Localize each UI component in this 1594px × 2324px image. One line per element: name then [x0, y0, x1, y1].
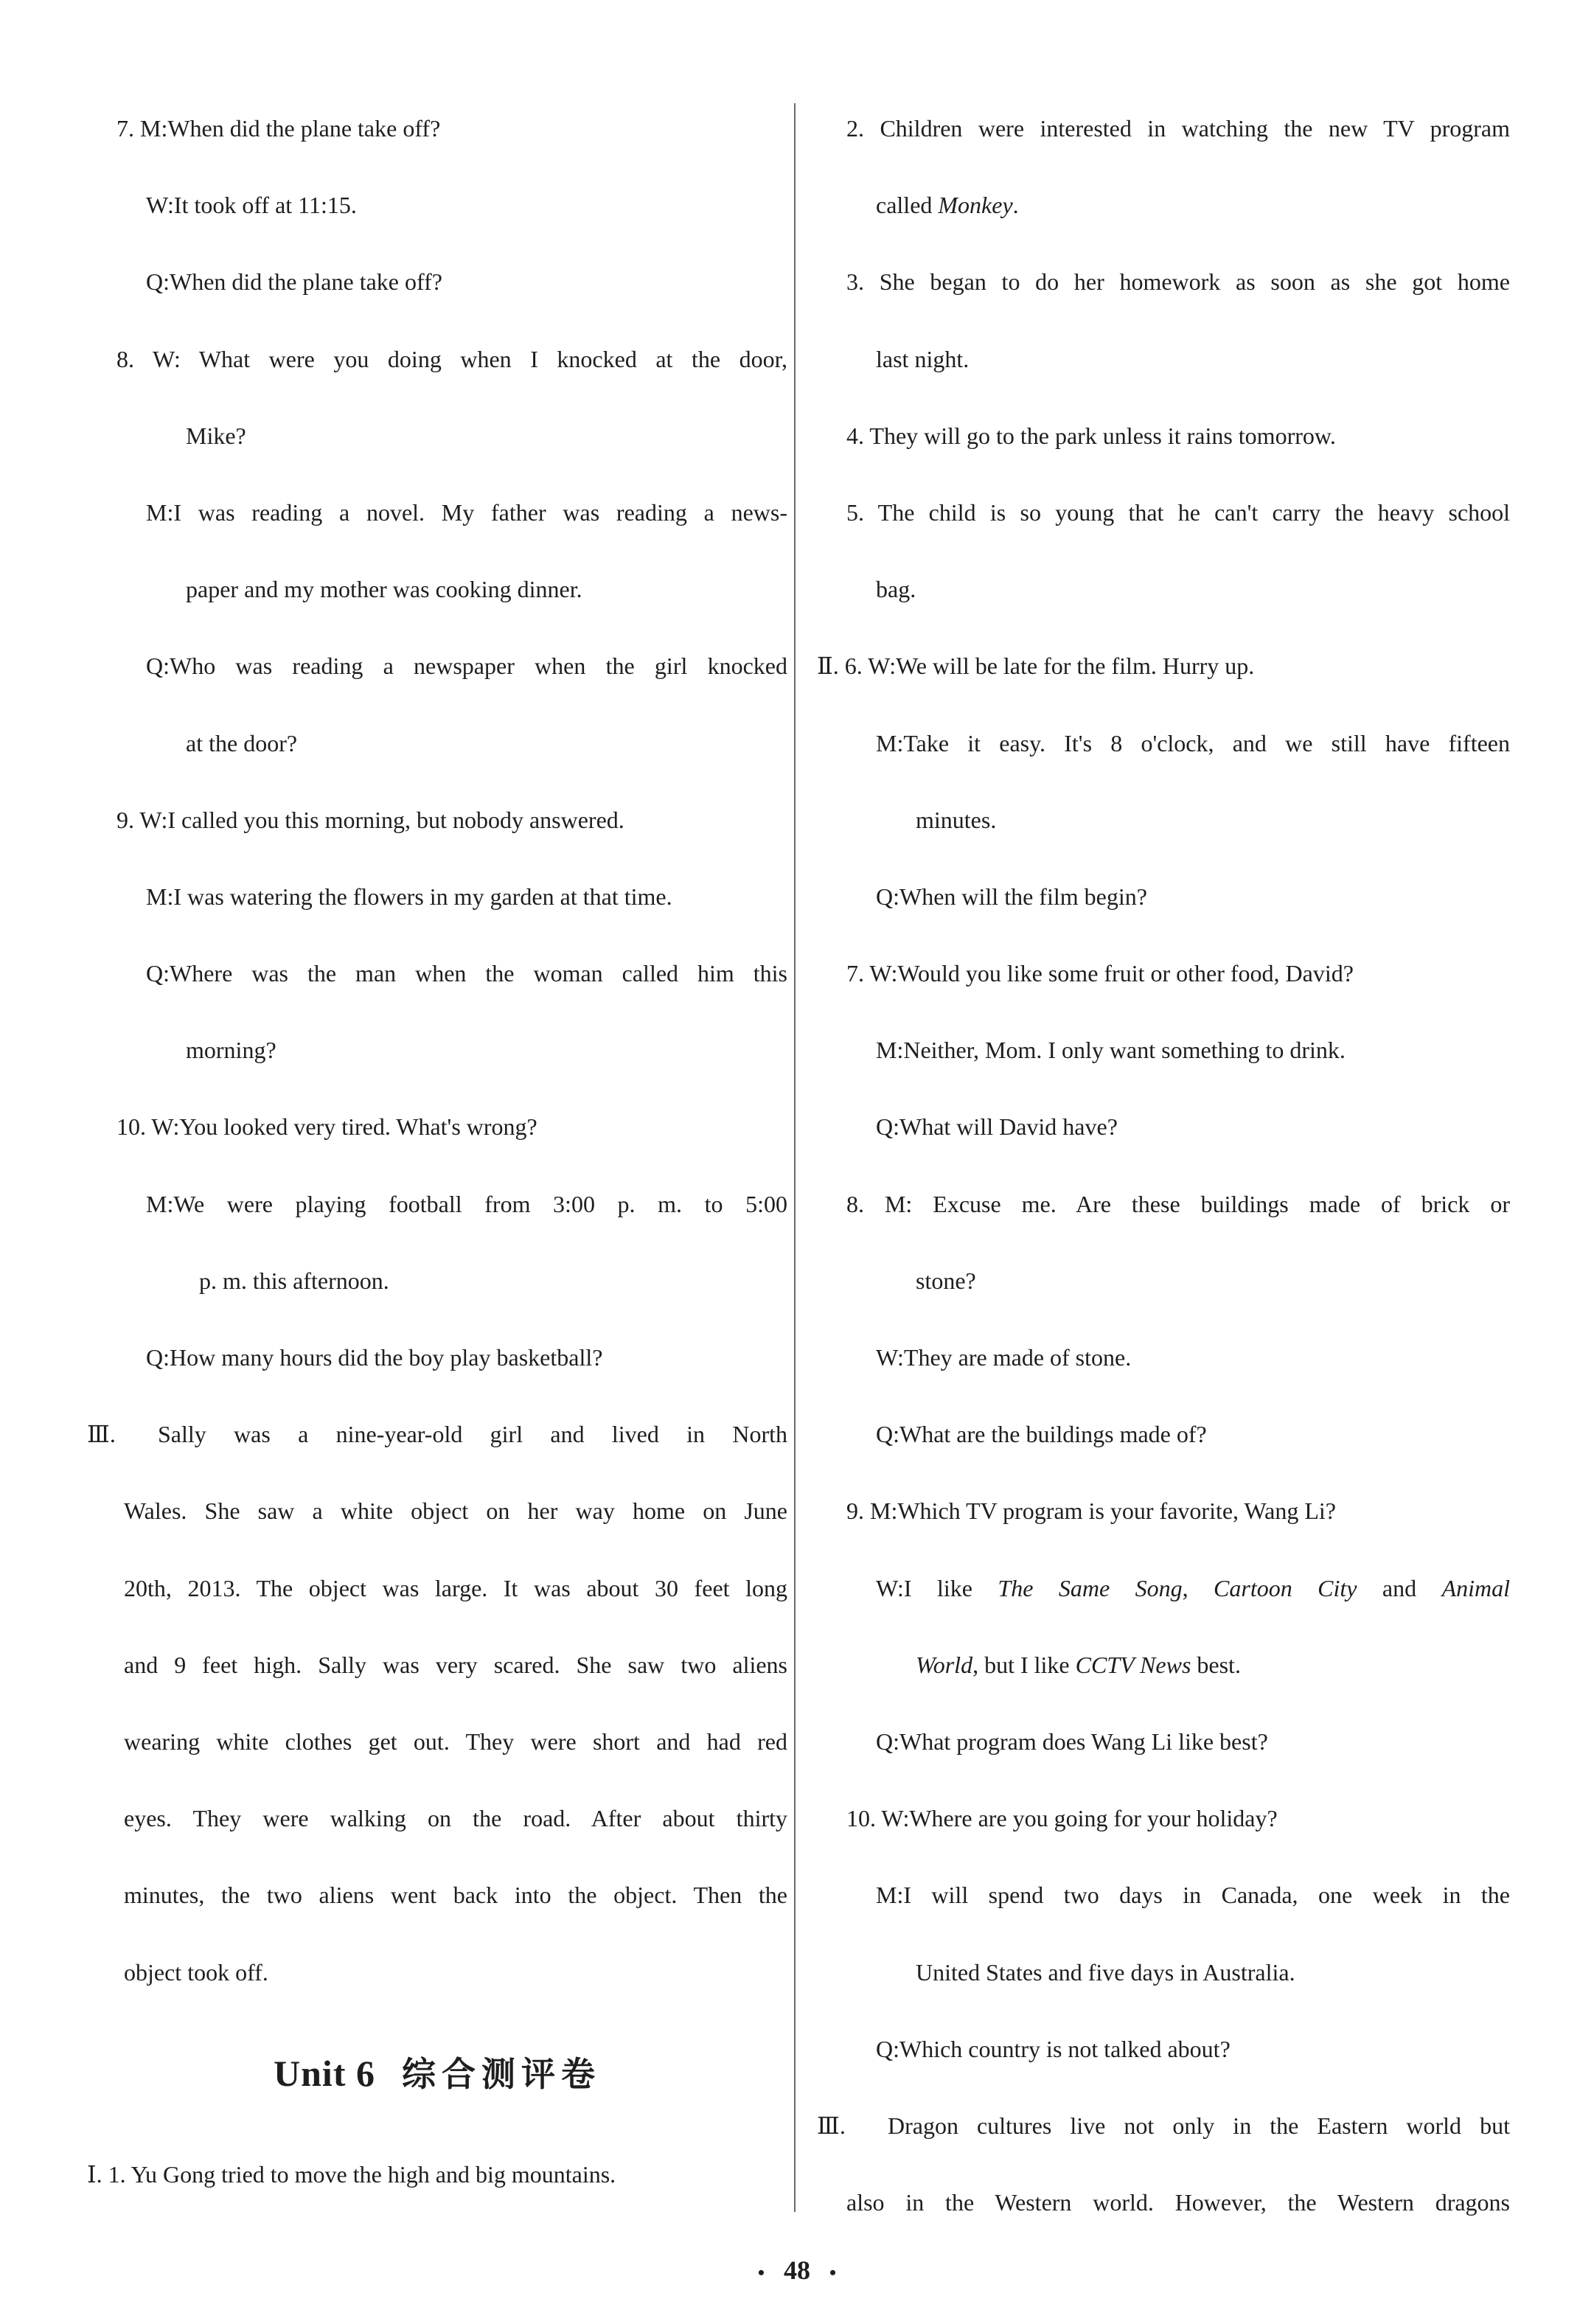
text-line: M:I was reading a novel. My father was reading a news- [146, 498, 787, 526]
text-line: Q:What are the buildings made of? [876, 1421, 1207, 1448]
text-line: 20th, 2013. The object was large. It was about 30 feet long [124, 1574, 787, 1601]
text-line: Q:Where was the man when the woman called him this [146, 960, 787, 987]
text-line: 8. M: Excuse me. Are these buildings made of brick or [846, 1190, 1510, 1217]
text-line: Q:Who was reading a newspaper when the girl knocked [146, 653, 787, 680]
text-line: M:We were playing football from 3:00 p. m. to 5:00 [146, 1190, 787, 1217]
text-line: United States and five days in Australia. [916, 1958, 1295, 1986]
text-line: also in the Western world. However, the Western dragons [846, 2189, 1510, 2216]
text-line [817, 2087, 1510, 2164]
folio-dot-right: • [829, 2262, 837, 2283]
text-line: 4. They will go to the park unless it rains tomorrow. [846, 422, 1336, 449]
text-line: 3. She began to do her homework as soon as she got home [846, 268, 1510, 296]
right-column [817, 90, 1510, 2241]
text-line: minutes. [916, 806, 997, 833]
text-line [87, 1396, 787, 1472]
right-lines [817, 90, 1510, 2241]
text-line: Q:What will David have? [876, 1113, 1118, 1141]
folio-number: 48 [784, 2255, 810, 2285]
text-line: bag. [876, 576, 916, 603]
text-line: eyes. They were walking on the road. After about thirty [124, 1805, 787, 1832]
text-line: 9. M:Which TV program is your favorite, Wang Li? [846, 1497, 1336, 1525]
text-line: World, but I like CCTV News best. [916, 1651, 1241, 1678]
text-line: Q:What program does Wang Li like best? [876, 1728, 1268, 1755]
text-line: Ⅰ. 1. Yu Gong tried to move the high and big mountains. [87, 2160, 616, 2188]
section-mark: Ⅲ. [817, 2112, 846, 2139]
text-line: at the door? [186, 729, 298, 756]
section-mark: Ⅲ. [87, 1421, 116, 1448]
text-line: M:Take it easy. It's 8 o'clock, and we still have fifteen [876, 729, 1510, 756]
text-line: M:Neither, Mom. I only want something to drink. [876, 1037, 1346, 1064]
text-line: and 9 feet high. Sally was very scared. She saw two aliens [124, 1651, 787, 1678]
line-text: Sally was a nine-year-old girl and lived in North [158, 1421, 787, 1448]
text-line: Wales. She saw a white object on her way home on June [124, 1497, 787, 1525]
text-line: called Monkey. [876, 192, 1019, 219]
text-line: minutes, the two aliens went back into the object. Then the [124, 1882, 787, 1909]
text-line: W:They are made of stone. [876, 1344, 1132, 1371]
text-line: Q:When did the plane take off? [146, 268, 442, 296]
text-line: 10. W:Where are you going for your holiday? [846, 1805, 1278, 1832]
text-line: 8. W: What were you doing when I knocked at the door, [116, 345, 787, 372]
unit-title-cn: 综合测评卷 [401, 2053, 601, 2094]
text-line: 9. W:I called you this morning, but nobody answered. [116, 806, 624, 833]
text-line: last night. [876, 345, 970, 372]
text-line: Q:How many hours did the boy play basketball? [146, 1344, 603, 1371]
text-line: 10. W:You looked very tired. What's wrong? [116, 1113, 537, 1141]
text-line: Q:Which country is not talked about? [876, 2035, 1231, 2062]
line-text: Dragon cultures live not only in the Eastern world but [888, 2112, 1510, 2139]
text-line: p. m. this afternoon. [199, 1267, 389, 1294]
left-column [87, 90, 787, 2213]
text-line: 7. W:Would you like some fruit or other food, David? [846, 960, 1354, 987]
unit-title [87, 2011, 787, 2136]
left-after-title-lines [87, 2136, 787, 2213]
text-line: morning? [186, 1037, 276, 1064]
text-line: stone? [916, 1267, 976, 1294]
text-line: 2. Children were interested in watching the new TV program [846, 115, 1510, 142]
text-line: object took off. [124, 1958, 268, 1986]
text-line: Mike? [186, 422, 246, 449]
unit-title-en: Unit 6 [274, 2052, 375, 2094]
folio-dot-left: • [757, 2262, 765, 2283]
text-line: Q:When will the film begin? [876, 883, 1147, 910]
column-divider [794, 103, 796, 2212]
text-line: W:It took off at 11:15. [146, 192, 357, 219]
text-line: wearing white clothes get out. They were short and had red [124, 1728, 787, 1755]
text-line: paper and my mother was cooking dinner. [186, 576, 582, 603]
text-line: 5. The child is so young that he can't carry the heavy school [846, 498, 1510, 526]
text-line: 7. M:When did the plane take off? [116, 115, 441, 142]
text-line: Ⅱ. 6. W:We will be late for the film. Hurry up. [817, 653, 1255, 680]
page-number [0, 2255, 1594, 2286]
text-line: W:I like The Same Song, Cartoon City and Animal [876, 1574, 1510, 1601]
left-lines [87, 90, 787, 2011]
text-line: M:I will spend two days in Canada, one week in the [876, 1882, 1510, 1909]
text-line: M:I was watering the flowers in my garden at that time. [146, 883, 672, 910]
